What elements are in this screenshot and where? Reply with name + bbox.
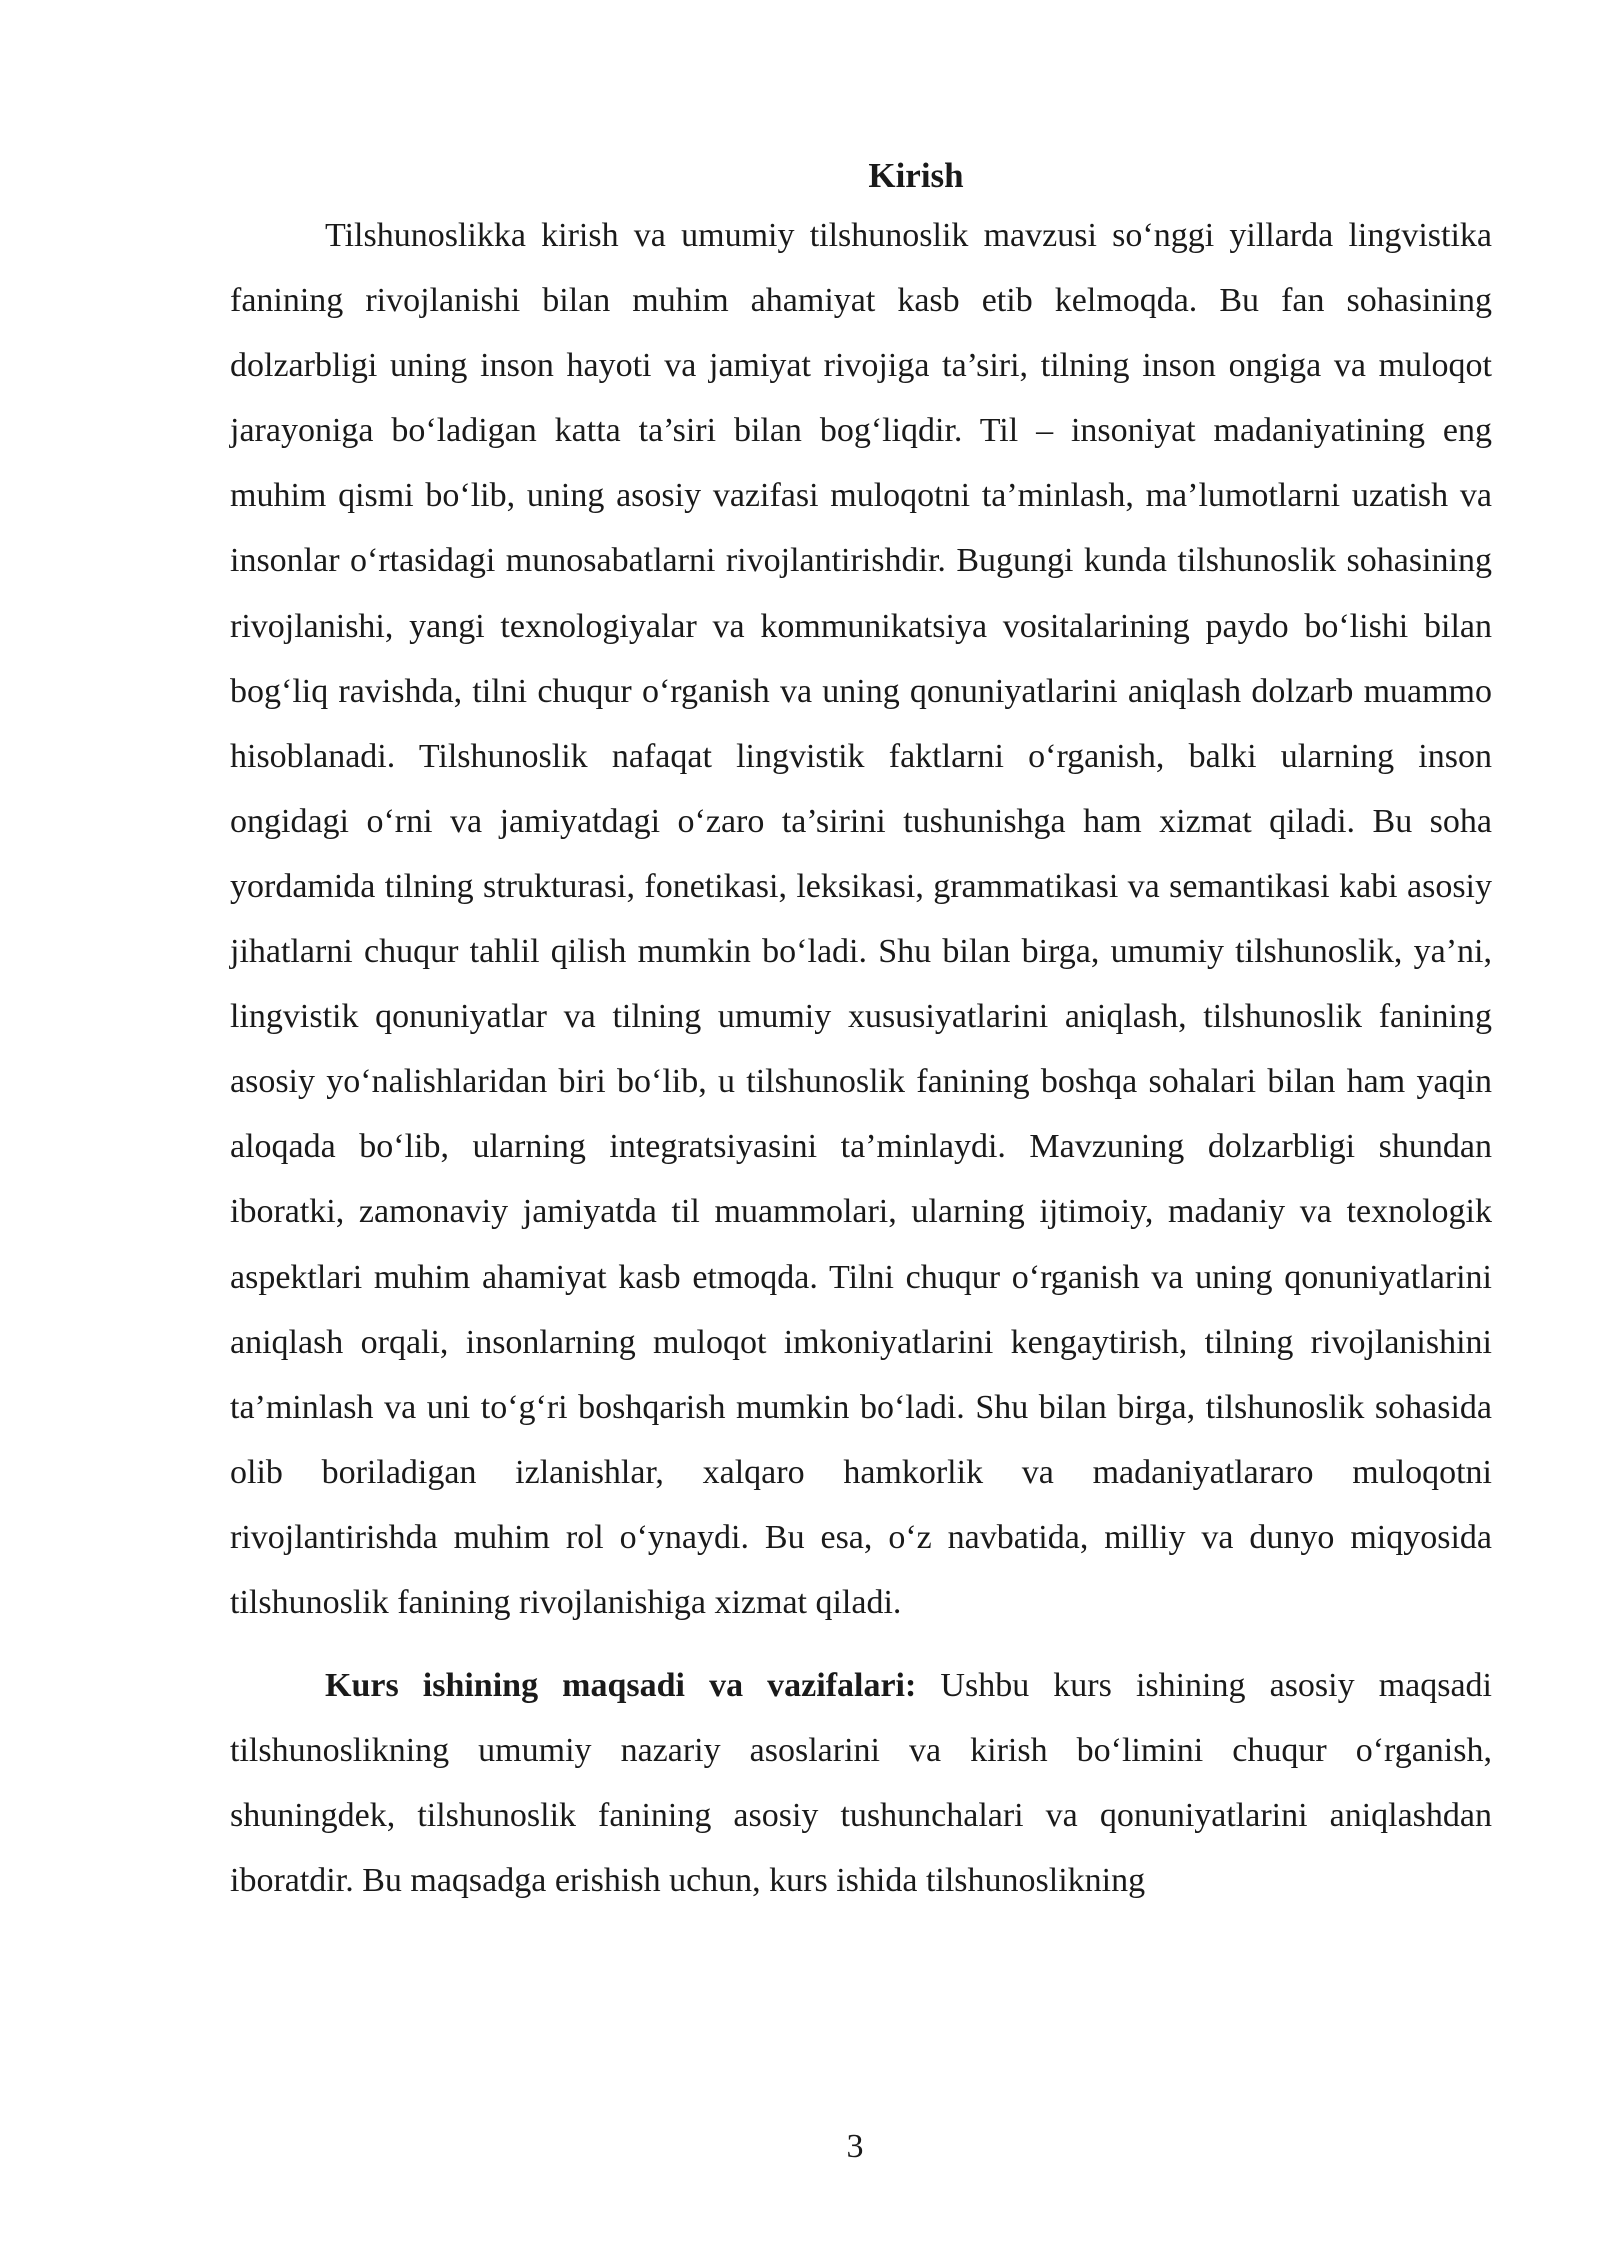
- intro-paragraph: Tilshunoslikka kirish va umumiy tilshunoslik mavzusi so‘nggi yillarda lingvistika fanining rivojlanishi bilan muhim ahamiyat kasb etib kelmoqda. Bu fan sohasining dolzarbligi uning inson hayoti va jamiyat rivojiga ta’siri, tilning inson ongiga va muloqot jarayoniga bo‘ladigan katta ta’siri bilan bog‘liqdir. Til – insoniyat madaniyatining eng muhim qismi bo‘lib, uning asosiy vazifasi muloqotni ta’minlash, ma’lumotlarni uzatish va insonlar o‘rtasidagi munosabatlarni rivojlantirishdir. Bugungi kunda tilshunoslik sohasining rivojlanishi, yangi texnologiyalar va kommunikatsiya vositalarining paydo bo‘lishi bilan bog‘liq ravishda, tilni chuqur o‘rganish va uning qonuniyatlarini aniqlash dolzarb muammo hisoblanadi. Tilshunoslik nafaqat lingvistik faktlarni o‘rganish, balki ularning inson ongidagi o‘rni va jamiyatdagi o‘zaro ta’sirini tushunishga ham xizmat qiladi. Bu soha yordamida tilning strukturasi, fonetikasi, leksikasi, grammatikasi va semantikasi kabi asosiy jihatlarni chuqur tahlil qilish mumkin bo‘ladi. Shu bilan birga, umumiy tilshunoslik, ya’ni, lingvistik qonuniyatlar va tilning umumiy xususiyatlarini aniqlash, tilshunoslik fanining asosiy yo‘nalishlaridan biri bo‘lib, u tilshunoslik fanining boshqa sohalari bilan ham yaqin aloqada bo‘lib, ularning integratsiyasini ta’minlaydi. Mavzuning dolzarbligi shundan iboratki, zamonaviy jamiyatda til muammolari, ularning ijtimoiy, madaniy va texnologik aspektlari muhim ahamiyat kasb etmoqda. Tilni chuqur o‘rganish va uning qonuniyatlarini aniqlash orqali, insonlarning muloqot imkoniyatlarini kengaytirish, tilning rivojlanishini ta’minlash va uni to‘g‘ri boshqarish mumkin bo‘ladi. Shu bilan birga, tilshunoslik sohasida olib boriladigan izlanishlar, xalqaro hamkorlik va madaniyatlararo muloqotni rivojlantirishda muhim rol o‘ynaydi. Bu esa, o‘z navbatida, milliy va dunyo miqyosida tilshunoslik fanining rivojlanishiga xizmat qiladi.: [230, 217, 1492, 1621]
- page-number: 3: [846, 2128, 864, 2165]
- goals-paragraph: [230, 1653, 1492, 1913]
- section-heading: Kirish: [868, 156, 964, 195]
- goals-paragraph-text: Ushbu kurs ishining asosiy maqsadi tilshunoslikning umumiy nazariy asoslarini va kirish bo‘limini chuqur o‘rganish, shuningdek, tilshunoslik fanining asosiy tushunchalari va qonuniyatlarini aniqlashdan iboratdir. Bu maqsadga erishish uchun, kurs ishida tilshunoslikning: [230, 1667, 1492, 1900]
- goals-lead-label: Kurs ishining maqsadi va vazifalari:: [325, 1667, 917, 1705]
- page-body: [230, 148, 1492, 1913]
